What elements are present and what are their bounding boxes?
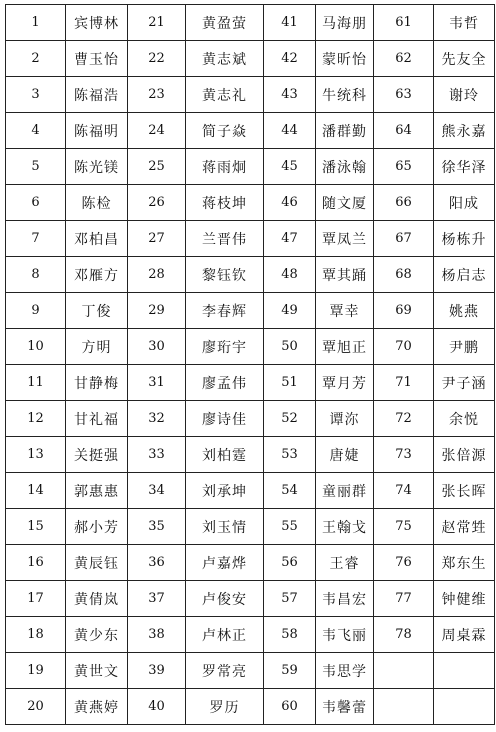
- entry-name-cell: 黄志礼: [186, 77, 264, 113]
- entry-name-cell: 黄燕婷: [66, 689, 128, 725]
- table-row: [6, 5, 495, 41]
- entry-name-cell: 陈福浩: [66, 77, 128, 113]
- entry-number-cell: 53: [264, 437, 316, 473]
- entry-number-cell: 12: [6, 401, 66, 437]
- entry-number-cell: 19: [6, 653, 66, 689]
- entry-number-cell: 46: [264, 185, 316, 221]
- table-row: [6, 257, 495, 293]
- entry-name-cell: [434, 689, 495, 725]
- table-row: [6, 41, 495, 77]
- table-row: [6, 401, 495, 437]
- entry-number-cell: 8: [6, 257, 66, 293]
- entry-number-cell: 65: [374, 149, 434, 185]
- entry-name-cell: 王睿: [316, 545, 374, 581]
- entry-name-cell: 黄辰钰: [66, 545, 128, 581]
- entry-number-cell: 30: [128, 329, 186, 365]
- table-row: [6, 689, 495, 725]
- entry-number-cell: 15: [6, 509, 66, 545]
- entry-number-cell: 11: [6, 365, 66, 401]
- entry-name-cell: 邓雁方: [66, 257, 128, 293]
- table-row: [6, 221, 495, 257]
- entry-number-cell: 71: [374, 365, 434, 401]
- entry-name-cell: 覃凤兰: [316, 221, 374, 257]
- entry-number-cell: 60: [264, 689, 316, 725]
- entry-name-cell: 罗常亮: [186, 653, 264, 689]
- entry-name-cell: 陈光镁: [66, 149, 128, 185]
- entry-name-cell: 丁俊: [66, 293, 128, 329]
- entry-name-cell: 黄志斌: [186, 41, 264, 77]
- entry-number-cell: 26: [128, 185, 186, 221]
- table-row: [6, 329, 495, 365]
- table-row: [6, 113, 495, 149]
- entry-name-cell: 谢玲: [434, 77, 495, 113]
- entry-name-cell: 潘群勤: [316, 113, 374, 149]
- entry-number-cell: 25: [128, 149, 186, 185]
- entry-number-cell: 20: [6, 689, 66, 725]
- table-row: [6, 365, 495, 401]
- entry-number-cell: 72: [374, 401, 434, 437]
- entry-number-cell: 45: [264, 149, 316, 185]
- entry-number-cell: 31: [128, 365, 186, 401]
- entry-name-cell: 覃旭正: [316, 329, 374, 365]
- entry-name-cell: 陈检: [66, 185, 128, 221]
- entry-number-cell: 47: [264, 221, 316, 257]
- entry-name-cell: 关挺强: [66, 437, 128, 473]
- entry-number-cell: 4: [6, 113, 66, 149]
- entry-name-cell: 卢林正: [186, 617, 264, 653]
- entry-number-cell: 16: [6, 545, 66, 581]
- entry-name-cell: 童丽群: [316, 473, 374, 509]
- entry-number-cell: 59: [264, 653, 316, 689]
- entry-number-cell: 22: [128, 41, 186, 77]
- entry-number-cell: 42: [264, 41, 316, 77]
- entry-name-cell: 潘泳翰: [316, 149, 374, 185]
- entry-name-cell: 蒋雨炯: [186, 149, 264, 185]
- entry-name-cell: 熊永嘉: [434, 113, 495, 149]
- entry-number-cell: 33: [128, 437, 186, 473]
- entry-number-cell: 73: [374, 437, 434, 473]
- entry-name-cell: 余悦: [434, 401, 495, 437]
- entry-number-cell: 3: [6, 77, 66, 113]
- entry-number-cell: 67: [374, 221, 434, 257]
- entry-name-cell: 廖孟伟: [186, 365, 264, 401]
- entry-number-cell: 14: [6, 473, 66, 509]
- entry-number-cell: 29: [128, 293, 186, 329]
- entry-name-cell: 徐华泽: [434, 149, 495, 185]
- entry-number-cell: 52: [264, 401, 316, 437]
- table-row: [6, 185, 495, 221]
- entry-number-cell: 75: [374, 509, 434, 545]
- entry-number-cell: 56: [264, 545, 316, 581]
- entry-number-cell: 10: [6, 329, 66, 365]
- entry-name-cell: 韦馨蕾: [316, 689, 374, 725]
- entry-number-cell: 37: [128, 581, 186, 617]
- entry-number-cell: 9: [6, 293, 66, 329]
- entry-name-cell: 覃月芳: [316, 365, 374, 401]
- entry-name-cell: 随文厦: [316, 185, 374, 221]
- entry-number-cell: 36: [128, 545, 186, 581]
- entry-number-cell: 78: [374, 617, 434, 653]
- entry-number-cell: 40: [128, 689, 186, 725]
- entry-name-cell: 甘静梅: [66, 365, 128, 401]
- entry-name-cell: 周桌霖: [434, 617, 495, 653]
- entry-name-cell: 卢俊安: [186, 581, 264, 617]
- entry-name-cell: 简子焱: [186, 113, 264, 149]
- entry-number-cell: 21: [128, 5, 186, 41]
- entry-name-cell: 黄倩岚: [66, 581, 128, 617]
- entry-number-cell: 58: [264, 617, 316, 653]
- entry-number-cell: 23: [128, 77, 186, 113]
- entry-name-cell: 卢嘉烨: [186, 545, 264, 581]
- entry-name-cell: 牛统科: [316, 77, 374, 113]
- entry-name-cell: 刘承坤: [186, 473, 264, 509]
- entry-name-cell: 韦思学: [316, 653, 374, 689]
- table-row: [6, 293, 495, 329]
- entry-name-cell: 尹子涵: [434, 365, 495, 401]
- entry-name-cell: 邓柏昌: [66, 221, 128, 257]
- entry-number-cell: 39: [128, 653, 186, 689]
- entry-name-cell: 兰晋伟: [186, 221, 264, 257]
- entry-number-cell: 55: [264, 509, 316, 545]
- entry-number-cell: 68: [374, 257, 434, 293]
- entry-number-cell: 32: [128, 401, 186, 437]
- entry-number-cell: 50: [264, 329, 316, 365]
- entry-name-cell: 黄盈萤: [186, 5, 264, 41]
- entry-number-cell: 74: [374, 473, 434, 509]
- table-row: [6, 149, 495, 185]
- entry-name-cell: 韦飞丽: [316, 617, 374, 653]
- entry-name-cell: 廖诗佳: [186, 401, 264, 437]
- entry-name-cell: 蒙昕怡: [316, 41, 374, 77]
- entry-number-cell: 17: [6, 581, 66, 617]
- entry-number-cell: 77: [374, 581, 434, 617]
- entry-number-cell: 48: [264, 257, 316, 293]
- entry-name-cell: 蒋枝坤: [186, 185, 264, 221]
- entry-number-cell: 35: [128, 509, 186, 545]
- entry-name-cell: 宾博林: [66, 5, 128, 41]
- entry-name-cell: 阳成: [434, 185, 495, 221]
- table-row: [6, 581, 495, 617]
- entry-number-cell: [374, 653, 434, 689]
- entry-name-cell: 刘玉情: [186, 509, 264, 545]
- entry-name-cell: 甘礼福: [66, 401, 128, 437]
- table-row: [6, 653, 495, 689]
- entry-number-cell: 69: [374, 293, 434, 329]
- entry-name-cell: 王翰戈: [316, 509, 374, 545]
- entry-name-cell: 杨启志: [434, 257, 495, 293]
- entry-name-cell: 曹玉怡: [66, 41, 128, 77]
- table-row: [6, 545, 495, 581]
- entry-number-cell: 70: [374, 329, 434, 365]
- entry-number-cell: [374, 689, 434, 725]
- entry-name-cell: 赵常甡: [434, 509, 495, 545]
- entry-number-cell: 44: [264, 113, 316, 149]
- entry-name-cell: 马海朋: [316, 5, 374, 41]
- entry-number-cell: 24: [128, 113, 186, 149]
- entry-number-cell: 51: [264, 365, 316, 401]
- roster-table: [5, 4, 495, 725]
- table-row: [6, 617, 495, 653]
- entry-name-cell: 谭沵: [316, 401, 374, 437]
- entry-name-cell: 韦昌宏: [316, 581, 374, 617]
- entry-number-cell: 27: [128, 221, 186, 257]
- entry-number-cell: 38: [128, 617, 186, 653]
- entry-name-cell: 黄少东: [66, 617, 128, 653]
- entry-name-cell: 郭惠惠: [66, 473, 128, 509]
- entry-name-cell: 黎钰钦: [186, 257, 264, 293]
- entry-name-cell: 钟健维: [434, 581, 495, 617]
- entry-number-cell: 5: [6, 149, 66, 185]
- entry-name-cell: 方明: [66, 329, 128, 365]
- entry-number-cell: 28: [128, 257, 186, 293]
- entry-number-cell: 1: [6, 5, 66, 41]
- table-row: [6, 437, 495, 473]
- entry-name-cell: 杨栋升: [434, 221, 495, 257]
- entry-number-cell: 18: [6, 617, 66, 653]
- entry-name-cell: 张长晖: [434, 473, 495, 509]
- entry-name-cell: 罗历: [186, 689, 264, 725]
- entry-number-cell: 66: [374, 185, 434, 221]
- entry-number-cell: 13: [6, 437, 66, 473]
- entry-number-cell: 34: [128, 473, 186, 509]
- entry-number-cell: 6: [6, 185, 66, 221]
- entry-name-cell: 先友全: [434, 41, 495, 77]
- entry-number-cell: 7: [6, 221, 66, 257]
- entry-number-cell: 62: [374, 41, 434, 77]
- entry-name-cell: 刘柏霆: [186, 437, 264, 473]
- entry-number-cell: 43: [264, 77, 316, 113]
- entry-number-cell: 76: [374, 545, 434, 581]
- entry-name-cell: 尹鹏: [434, 329, 495, 365]
- entry-number-cell: 2: [6, 41, 66, 77]
- entry-number-cell: 54: [264, 473, 316, 509]
- entry-number-cell: 64: [374, 113, 434, 149]
- table-row: [6, 473, 495, 509]
- entry-name-cell: 张倍源: [434, 437, 495, 473]
- roster-body: [6, 5, 495, 725]
- entry-number-cell: 61: [374, 5, 434, 41]
- entry-name-cell: 覃其踊: [316, 257, 374, 293]
- entry-name-cell: 廖珩宇: [186, 329, 264, 365]
- table-row: [6, 77, 495, 113]
- entry-name-cell: 郝小芳: [66, 509, 128, 545]
- entry-number-cell: 41: [264, 5, 316, 41]
- entry-number-cell: 49: [264, 293, 316, 329]
- entry-name-cell: [434, 653, 495, 689]
- entry-name-cell: 李春辉: [186, 293, 264, 329]
- entry-name-cell: 黄世文: [66, 653, 128, 689]
- entry-name-cell: 覃幸: [316, 293, 374, 329]
- entry-name-cell: 韦哲: [434, 5, 495, 41]
- entry-name-cell: 唐婕: [316, 437, 374, 473]
- table-row: [6, 509, 495, 545]
- entry-number-cell: 63: [374, 77, 434, 113]
- entry-name-cell: 陈福明: [66, 113, 128, 149]
- entry-number-cell: 57: [264, 581, 316, 617]
- entry-name-cell: 姚燕: [434, 293, 495, 329]
- entry-name-cell: 郑东生: [434, 545, 495, 581]
